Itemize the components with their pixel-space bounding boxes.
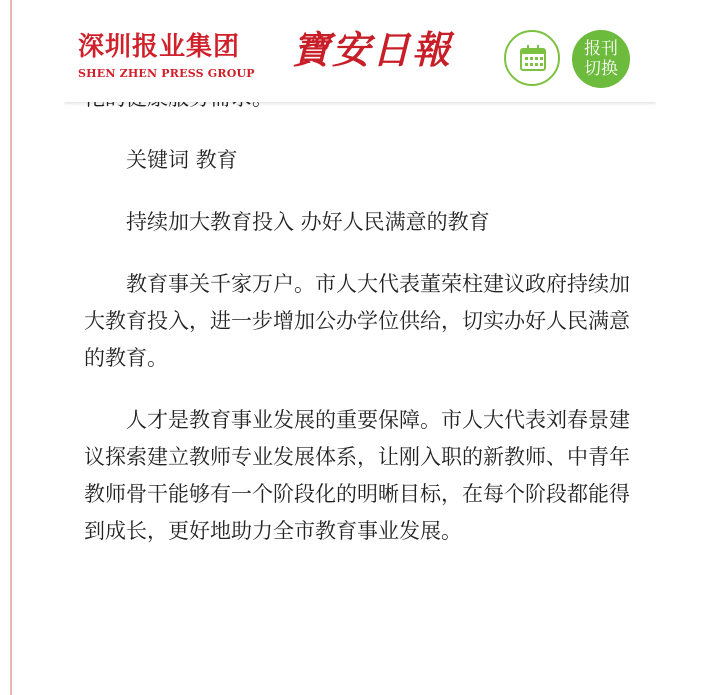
article-paragraph: 教育事关千家万户。市人大代表董荣柱建议政府持续加大教育投入，进一步增加公办学位供给，切实办好人民满意的教育。 [84,272,630,370]
top-bar [64,14,656,102]
article-keyword-line: 关键词 教育 [126,148,238,172]
article-paragraph: 人才是教育事业发展的重要保障。市人大代表刘春景建议探索建立教师专业发展体系，让刚入职的新教师、中青年教师骨干能够有一个阶段化的明晰目标，在每个阶段都能得到成长，更好地助力全市教育事业发展。 [84,408,630,543]
press-group-logo [78,32,255,80]
press-group-name-en: SHEN ZHEN PRESS GROUP [78,67,255,80]
page-edge-line [10,0,12,695]
switch-newspaper-button[interactable] [572,30,630,88]
calendar-icon [519,44,547,72]
article-viewport[interactable] [64,14,656,695]
newspaper-logo: 寶安日報 [292,27,453,72]
press-group-name: 深圳报业集团 [78,32,241,62]
article-body [84,80,644,575]
article-subheading: 持续加大教育投入 办好人民满意的教育 [126,210,490,234]
switch-label-line2: 切换 [584,59,618,79]
calendar-button[interactable] [504,30,560,86]
switch-label-line1: 报刊 [584,39,618,59]
